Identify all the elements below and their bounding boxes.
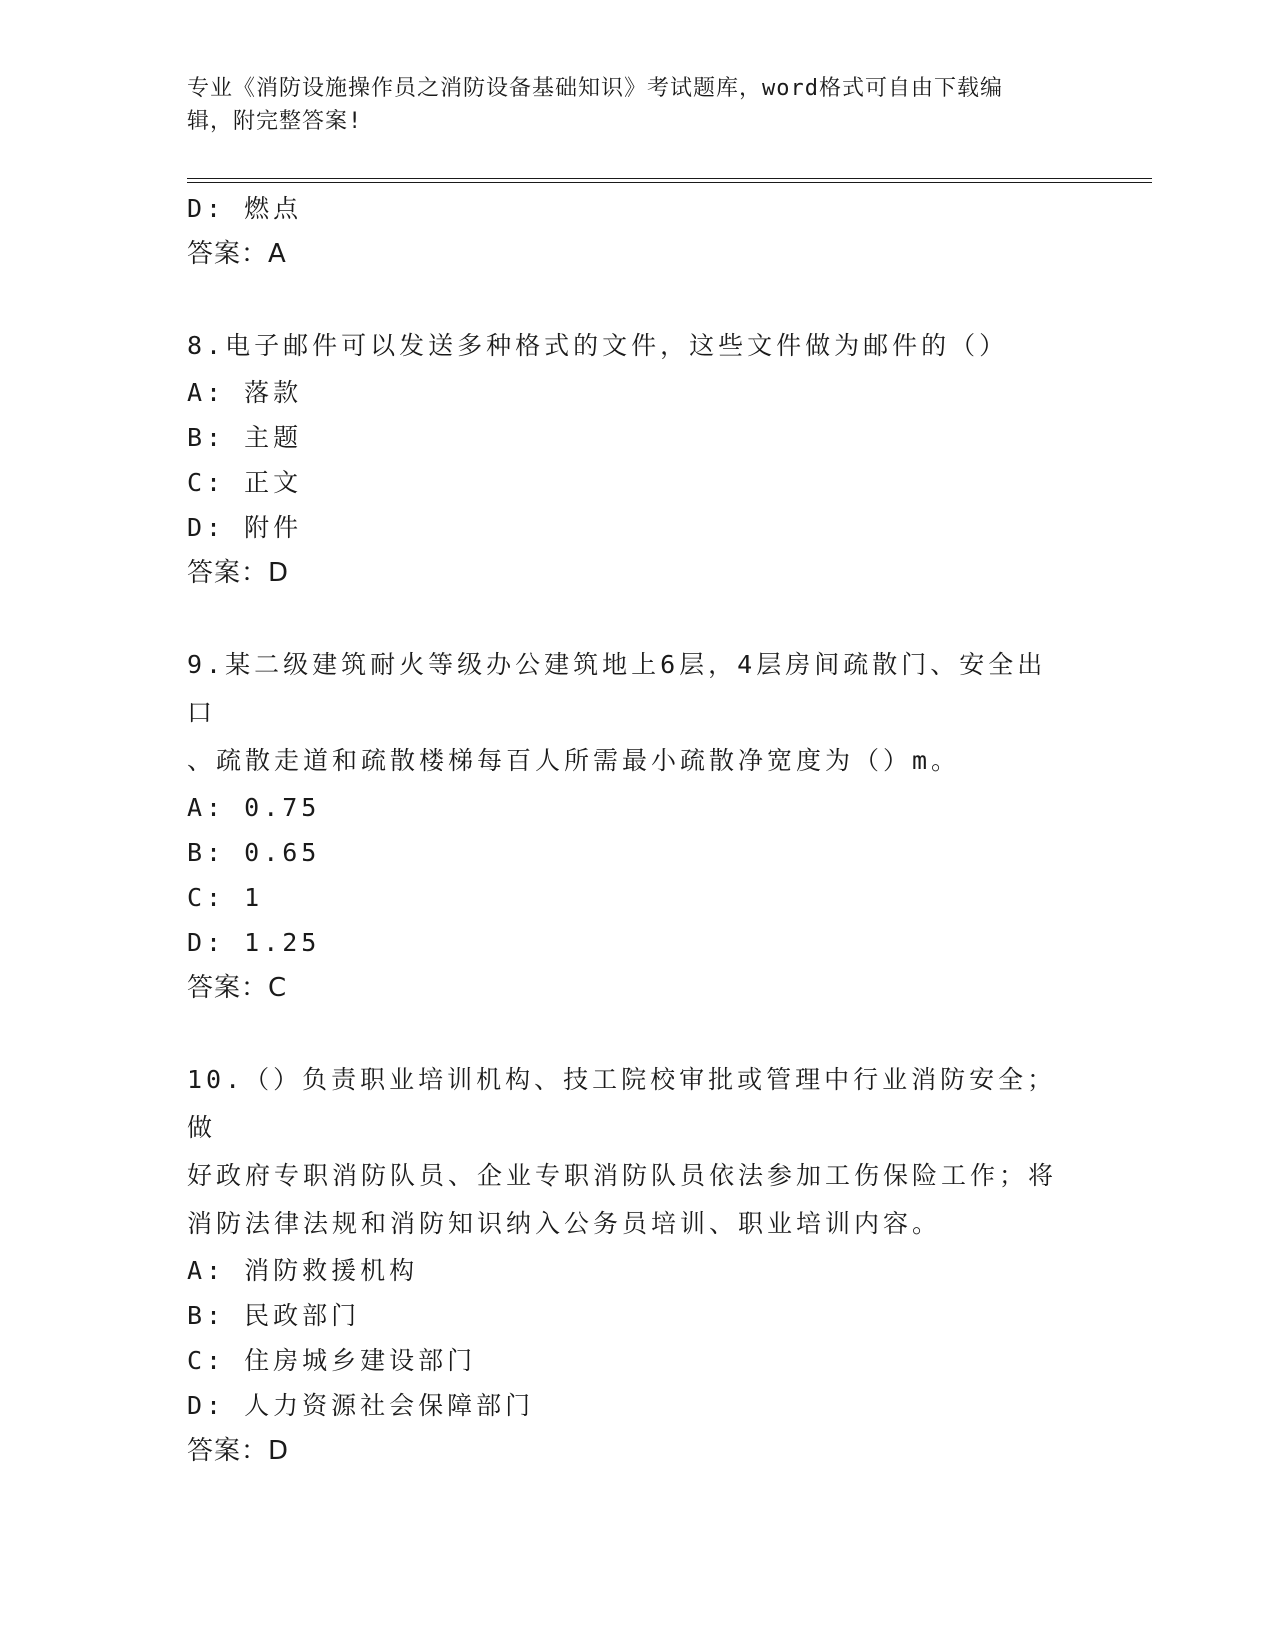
option-d: D: 人力资源社会保障部门 <box>187 1391 535 1420</box>
option-a: A: 0.75 <box>187 793 321 822</box>
header-line-2: 辑，附完整答案! <box>187 109 363 134</box>
answer-line: 答案：D <box>187 558 290 588</box>
option-d: D: 燃点 <box>187 194 303 223</box>
option-c: C: 1 <box>187 883 264 912</box>
question-stem: 8.电子邮件可以发送多种格式的文件，这些文件做为邮件的（） <box>187 331 1009 360</box>
question-stem-line-1: 10.（）负责职业培训机构、技工院校审批或管理中行业消防安全；做 <box>187 1065 1057 1142</box>
answer-line: 答案：C <box>187 973 288 1003</box>
question-stem-line-2: 、疏散走道和疏散楼梯每百人所需最小疏散净宽度为（）m。 <box>187 746 961 775</box>
answer-line: 答案：A <box>187 239 287 269</box>
option-d: D: 附件 <box>187 513 303 542</box>
option-b: B: 民政部门 <box>187 1301 361 1330</box>
header-divider-bottom <box>187 182 1152 183</box>
question-8 <box>187 322 1087 597</box>
question-stem-line-1: 9.某二级建筑耐火等级办公建筑地上6层，4层房间疏散门、安全出口 <box>187 650 1047 727</box>
question-list <box>187 186 1087 1475</box>
answer-line: 答案：D <box>187 1436 290 1466</box>
document-header <box>187 72 1087 138</box>
option-a: A: 落款 <box>187 378 303 407</box>
question-9 <box>187 641 1087 1012</box>
header-divider-top <box>187 178 1152 179</box>
option-c: C: 正文 <box>187 468 303 497</box>
option-a: A: 消防救援机构 <box>187 1256 419 1285</box>
option-c: C: 住房城乡建设部门 <box>187 1346 477 1375</box>
option-b: B: 0.65 <box>187 838 321 867</box>
question-7-tail <box>187 186 1087 278</box>
question-10 <box>187 1056 1087 1475</box>
option-b: B: 主题 <box>187 423 303 452</box>
option-d: D: 1.25 <box>187 928 321 957</box>
question-stem-line-2: 好政府专职消防队员、企业专职消防队员依法参加工伤保险工作；将 <box>187 1161 1058 1190</box>
question-stem-line-3: 消防法律法规和消防知识纳入公务员培训、职业培训内容。 <box>187 1209 942 1238</box>
header-line-1: 专业《消防设施操作员之消防设备基础知识》考试题库，word格式可自由下载编 <box>187 76 1003 101</box>
